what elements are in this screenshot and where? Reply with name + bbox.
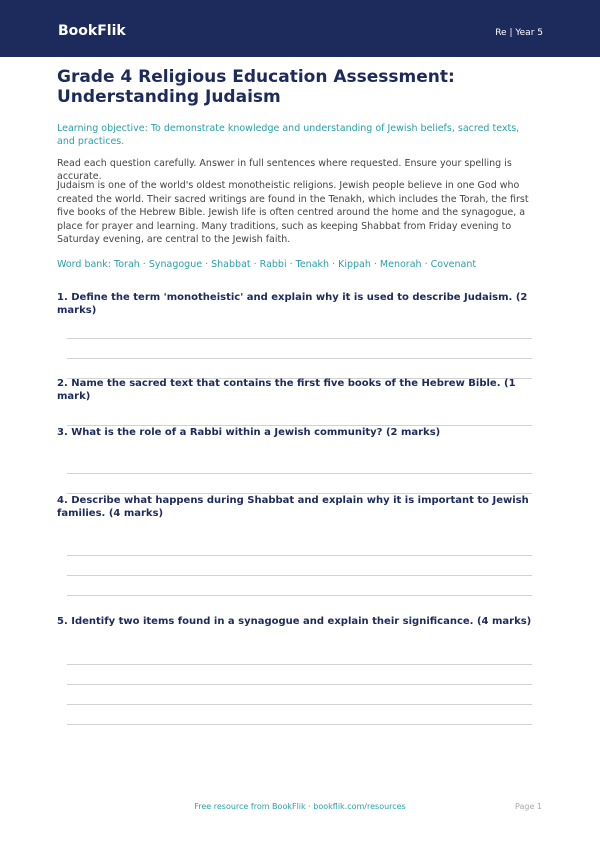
answer-line[interactable] <box>67 575 532 576</box>
learning-objective: Learning objective: To demonstrate knowledge and understanding of Jewish beliefs, sacred texts, and practices. <box>57 123 520 147</box>
question-1: 1. Define the term 'monotheistic' and explain why it is used to describe Judaism. (2 marks) <box>57 292 528 316</box>
intro-paragraph: Judaism is one of the world's oldest monotheistic religions. Jewish people believe in one God who created the world. Their sacred writings are found in the Tenakh, which includes the Torah, the first five books of the Hebrew Bible. Jewish life is often centred around the home and the synagogue, a place for prayer and learning. Many traditions, such as keeping Shabbat from Friday evening to Saturday evening, are central to the Jewish faith. <box>57 180 529 245</box>
page-number: Page 1 <box>515 802 542 811</box>
answer-line[interactable] <box>67 595 532 596</box>
answer-line[interactable] <box>67 664 532 665</box>
answer-line[interactable] <box>67 684 532 685</box>
brand-logo[interactable]: BookFlik <box>58 23 126 39</box>
page-title: Grade 4 Religious Education Assessment: Understanding Judaism <box>57 67 455 107</box>
answer-line[interactable] <box>67 704 532 705</box>
answer-line[interactable] <box>67 555 532 556</box>
question-4: 4. Describe what happens during Shabbat and explain why it is important to Jewish families. (4 marks) <box>57 495 529 519</box>
instructions: Read each question carefully. Answer in full sentences where requested. Ensure your spelling is accurate. <box>57 158 512 182</box>
header-bar <box>0 0 600 57</box>
word-bank: Word bank: Torah · Synagogue · Shabbat · Rabbi · Tenakh · Kippah · Menorah · Covenant <box>57 259 477 270</box>
header-meta: Re | Year 5 <box>495 28 543 38</box>
footer-link[interactable]: Free resource from BookFlik · bookflik.com/resources <box>194 802 406 811</box>
answer-line[interactable] <box>67 473 532 474</box>
answer-line[interactable] <box>67 338 532 339</box>
question-2: 2. Name the sacred text that contains the first five books of the Hebrew Bible. (1 mark) <box>57 378 516 402</box>
answer-line[interactable] <box>67 724 532 725</box>
question-3: 3. What is the role of a Rabbi within a Jewish community? (2 marks) <box>57 427 441 438</box>
answer-line[interactable] <box>67 358 532 359</box>
question-5: 5. Identify two items found in a synagogue and explain their significance. (4 marks) <box>57 616 532 627</box>
